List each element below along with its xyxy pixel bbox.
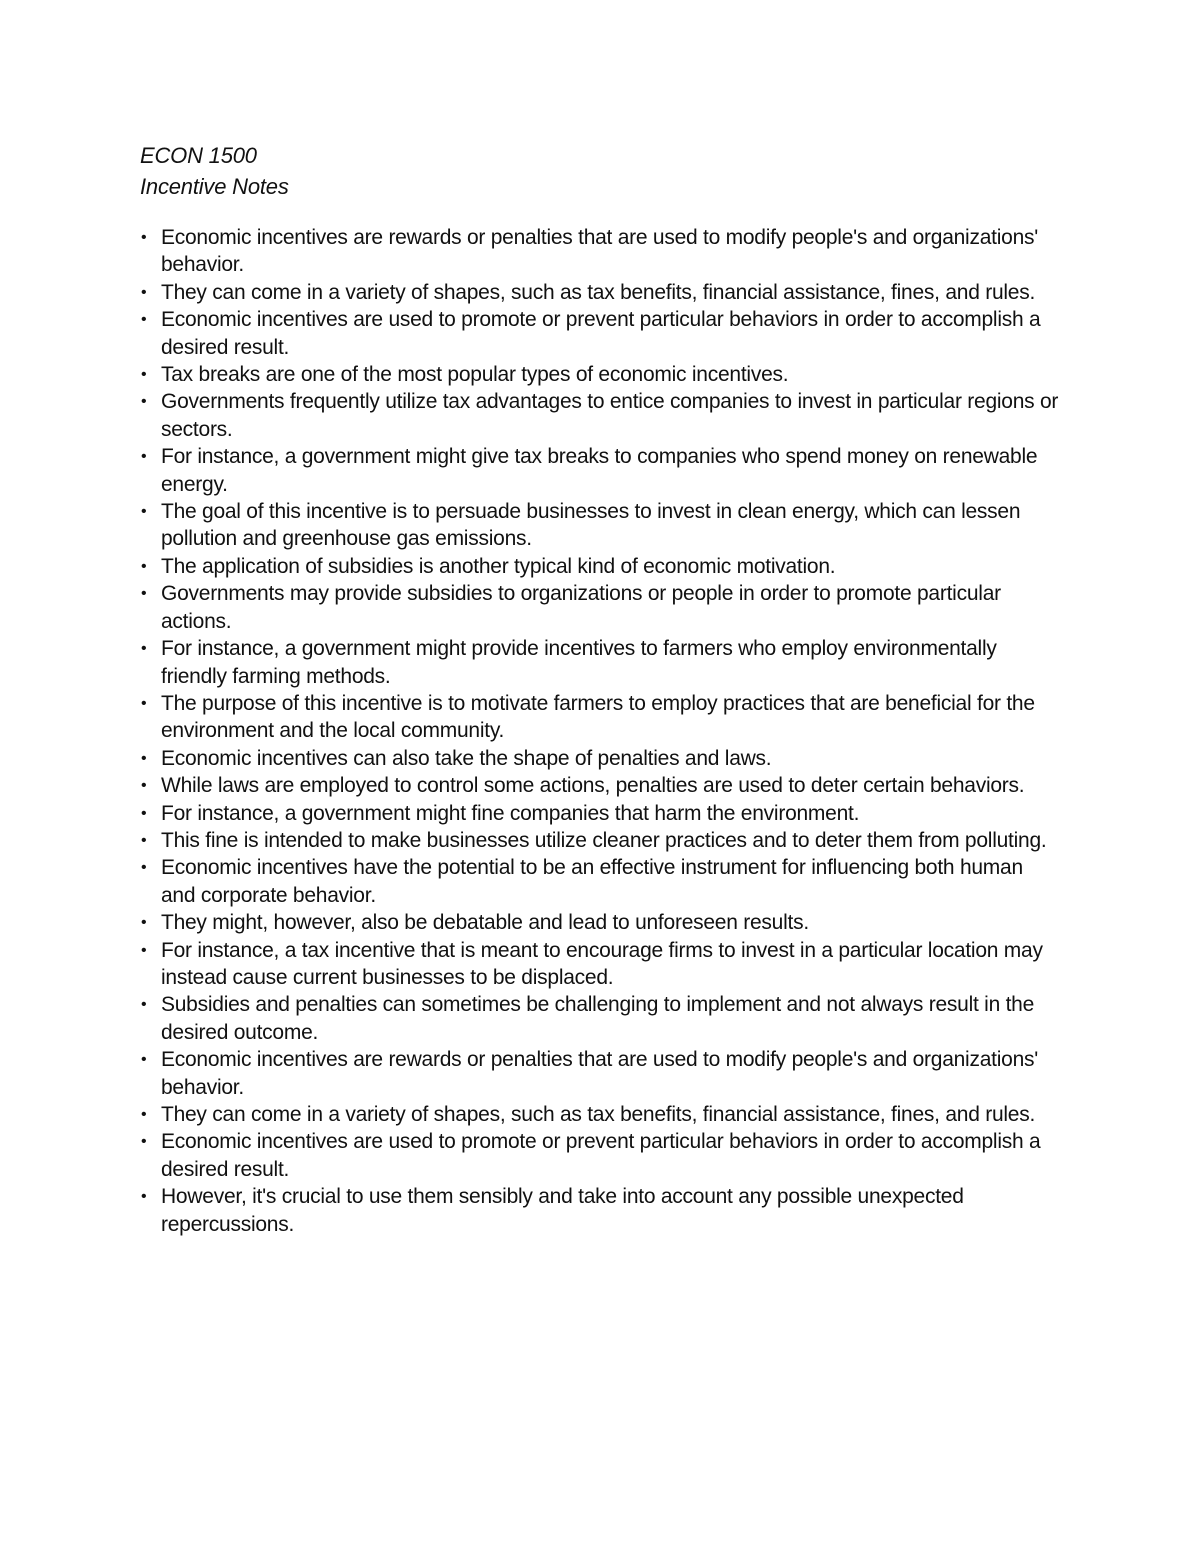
note-text: Governments may provide subsidies to organizations or people in order to promote particular actions. (161, 582, 1001, 633)
notes-subtitle: Incentive Notes (140, 174, 289, 199)
note-item (140, 1128, 1060, 1183)
bullet-icon: • (141, 914, 147, 932)
bullet-icon: • (141, 694, 147, 712)
note-item (140, 772, 1060, 799)
bullet-icon: • (141, 311, 147, 329)
note-item (140, 991, 1060, 1046)
course-title: ECON 1500 (140, 143, 257, 168)
note-item (140, 854, 1060, 909)
bullet-icon: • (141, 1051, 147, 1069)
note-item (140, 635, 1060, 690)
note-item (140, 224, 1060, 279)
note-text: They might, however, also be debatable and lead to unforeseen results. (161, 911, 809, 935)
bullet-icon: • (141, 804, 147, 822)
bullet-icon: • (141, 283, 147, 301)
bullet-icon: • (141, 831, 147, 849)
note-text: Subsidies and penalties can sometimes be challenging to implement and not always result in the desired outcome. (161, 993, 1035, 1044)
note-item (140, 690, 1060, 745)
note-item (140, 909, 1060, 936)
note-item (140, 498, 1060, 553)
bullet-icon: • (141, 777, 147, 795)
bullet-icon: • (141, 749, 147, 767)
note-item (140, 388, 1060, 443)
note-text: This fine is intended to make businesses utilize cleaner practices and to deter them from polluting. (161, 828, 1047, 852)
note-item (140, 279, 1060, 306)
note-text: The application of subsidies is another typical kind of economic motivation. (161, 554, 836, 578)
bullet-icon: • (141, 941, 147, 959)
note-text: They can come in a variety of shapes, such as tax benefits, financial assistance, fines, and rules. (161, 280, 1036, 304)
note-text: Economic incentives have the potential to be an effective instrument for influencing both human and corporate behavior. (161, 856, 1023, 907)
note-text: The goal of this incentive is to persuade businesses to invest in clean energy, which can lessen pollution and greenhouse gas emissions. (161, 500, 1021, 551)
note-item (140, 443, 1060, 498)
note-item (140, 580, 1060, 635)
bullet-icon: • (141, 1133, 147, 1151)
note-text: Economic incentives are used to promote or prevent particular behaviors in order to accomplish a desired result. (161, 1130, 1041, 1181)
note-item (140, 1101, 1060, 1128)
bullet-icon: • (141, 448, 147, 466)
note-text: Economic incentives are used to promote or prevent particular behaviors in order to accomplish a desired result. (161, 308, 1041, 359)
note-text: Economic incentives are rewards or penalties that are used to modify people's and organizations' behavior. (161, 1048, 1039, 1099)
note-text: Economic incentives can also take the shape of penalties and laws. (161, 746, 772, 770)
note-text: For instance, a government might fine companies that harm the environment. (161, 801, 860, 825)
note-text: For instance, a government might give tax breaks to companies who spend money on renewable energy. (161, 445, 1038, 496)
note-text: While laws are employed to control some actions, penalties are used to deter certain behaviors. (161, 774, 1025, 798)
bullet-icon: • (141, 640, 147, 658)
note-item (140, 306, 1060, 361)
note-text: Tax breaks are one of the most popular types of economic incentives. (161, 363, 789, 387)
bullet-icon: • (141, 366, 147, 384)
note-text: Economic incentives are rewards or penalties that are used to modify people's and organizations' behavior. (161, 226, 1039, 277)
note-item (140, 745, 1060, 772)
note-item (140, 800, 1060, 827)
note-text: The purpose of this incentive is to motivate farmers to employ practices that are beneficial for the environment and the local community. (161, 691, 1035, 743)
note-item (140, 361, 1060, 388)
note-text: However, it's crucial to use them sensibly and take into account any possible unexpected repercussions. (161, 1185, 964, 1236)
bullet-icon: • (141, 393, 147, 411)
bullet-icon: • (141, 996, 147, 1014)
bullet-icon: • (141, 229, 147, 246)
note-text: For instance, a tax incentive that is meant to encourage firms to invest in a particular location may instead cause current businesses to be displaced. (161, 938, 1043, 989)
bullet-icon: • (141, 557, 147, 575)
bullet-icon: • (141, 859, 147, 877)
note-text: For instance, a government might provide incentives to farmers who employ environmentally friendly farming methods. (161, 637, 997, 688)
note-text: Governments frequently utilize tax advantages to entice companies to invest in particular regions or sectors. (161, 390, 1059, 441)
bullet-icon: • (141, 585, 147, 603)
bullet-icon: • (141, 1188, 147, 1206)
note-item (140, 827, 1060, 854)
notes-list (140, 224, 1060, 1238)
bullet-icon: • (141, 503, 147, 521)
document-header (140, 140, 289, 202)
bullet-icon: • (141, 1106, 147, 1123)
note-text: They can come in a variety of shapes, such as tax benefits, financial assistance, fines, and rules. (161, 1103, 1036, 1126)
note-item (140, 1046, 1060, 1101)
note-item (140, 553, 1060, 580)
note-item (140, 937, 1060, 992)
note-item (140, 1183, 1060, 1238)
